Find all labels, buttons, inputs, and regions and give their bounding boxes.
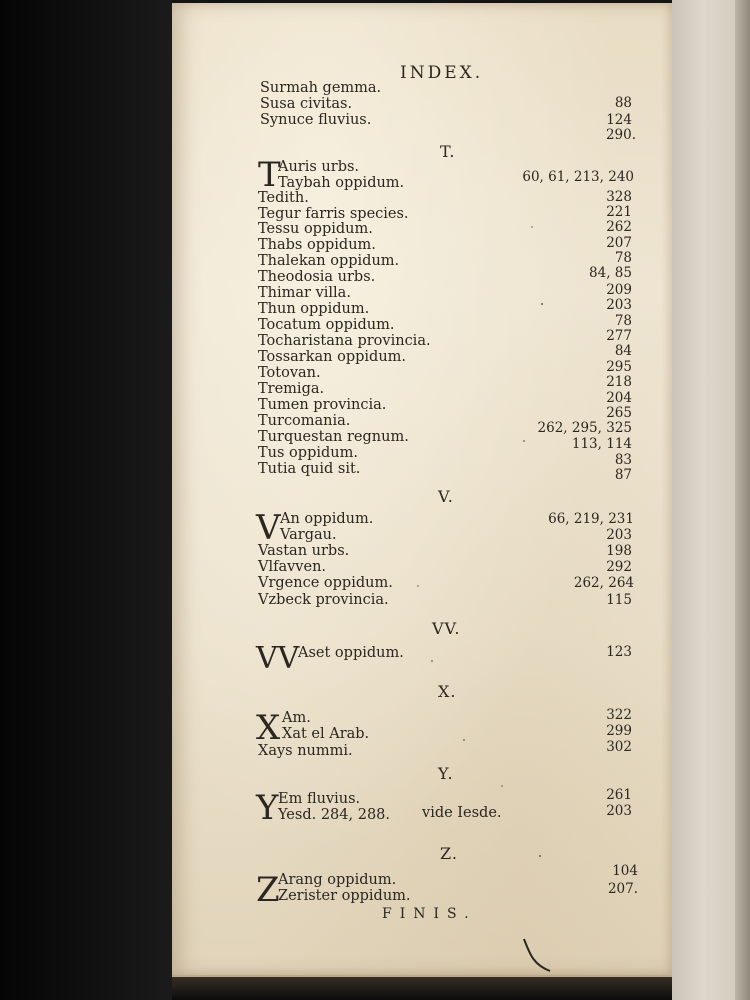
index-entry-pages: 295	[606, 359, 632, 375]
index-entry-pages: 84	[614, 343, 632, 359]
index-entry-pages: 218	[606, 374, 632, 390]
index-entry-term: Xays nummi.	[258, 743, 353, 759]
book-page	[172, 3, 672, 977]
index-entry-pages: 115	[606, 592, 632, 608]
drop-cap-t: T	[258, 155, 281, 195]
index-entry-term: Thimar villa.	[258, 285, 351, 301]
index-entry-term: Vargau.	[280, 527, 337, 543]
index-entry-pages: 203	[606, 803, 632, 819]
index-entry-pages: 302	[606, 739, 632, 755]
section-letter-t: T.	[440, 142, 456, 161]
paper-specks	[172, 3, 672, 973]
drop-cap-y: Y	[256, 788, 279, 828]
index-entry-pages: 207	[606, 235, 632, 251]
index-entry-term: Vzbeck provincia.	[258, 592, 389, 608]
index-entry-term: Taybah oppidum.	[278, 175, 405, 191]
index-entry-term: Zerister oppidum.	[278, 888, 411, 904]
index-entry-pages: 87	[614, 467, 632, 483]
index-entry-term: Theodosia urbs.	[258, 269, 376, 285]
index-entry-pages: 299	[606, 723, 632, 739]
index-entry-term: Thabs oppidum.	[258, 237, 376, 253]
index-entry-term: Tutia quid sit.	[258, 461, 361, 477]
index-entry-pages: 88	[614, 95, 632, 111]
index-entry-pages: 292	[606, 559, 632, 575]
drop-cap-x: X	[256, 708, 281, 748]
index-entry-term: Tremiga.	[258, 381, 325, 397]
index-entry-term: Aset oppidum.	[298, 645, 404, 661]
index-entry-term: Susa civitas.	[260, 96, 353, 112]
background-dark-left	[0, 0, 172, 1000]
section-letter-y: Y.	[438, 764, 454, 783]
index-entry-pages: 78	[614, 313, 632, 329]
index-entry-pages: 84, 85	[589, 265, 632, 281]
index-entry-term: Vrgence oppidum.	[258, 575, 393, 591]
index-entry-term: Totovan.	[258, 365, 321, 381]
index-entry-pages: 198	[606, 543, 632, 559]
page-header: INDEX.	[400, 63, 484, 83]
index-entry-pages: 78	[614, 250, 632, 266]
index-entry-term: Vastan urbs.	[258, 543, 350, 559]
index-entry-pages: 123	[606, 644, 632, 660]
index-entry-pages: 60, 61, 213, 240	[522, 169, 634, 185]
section-letter-vv: VV.	[432, 619, 461, 638]
index-entry-term: An oppidum.	[280, 511, 374, 527]
index-entry-pages: 104	[612, 863, 638, 879]
index-entry-term: Arang oppidum.	[278, 872, 397, 888]
index-entry-pages: 124	[606, 112, 632, 128]
index-entry-pages: 207.	[607, 881, 638, 897]
index-entry-term: Auris urbs.	[278, 159, 360, 175]
index-entry-term: Yesd. 284, 288.	[278, 807, 391, 823]
index-entry-pages: 209	[606, 282, 632, 298]
index-entry-term: Tocharistana provincia.	[258, 333, 431, 349]
index-entry-term: Synuce fluvius.	[260, 112, 372, 128]
index-entry-pages: 262	[606, 219, 632, 235]
index-entry-pages: 328	[606, 189, 632, 205]
drop-cap-z: Z	[256, 870, 280, 910]
index-entry-pages: 83	[614, 452, 632, 468]
index-entry-pages: 66, 219, 231	[548, 511, 634, 527]
index-entry-term: Xat el Arab.	[282, 726, 370, 742]
index-entry-pages: 290.	[605, 127, 636, 143]
cross-reference: vide Iesde.	[422, 805, 502, 821]
index-entry-term: Surmah gemma.	[260, 80, 382, 96]
page-footer: FINIS.	[382, 906, 477, 922]
index-entry-term: Turcomania.	[258, 413, 351, 429]
index-entry-term: Thalekan oppidum.	[258, 253, 400, 269]
drop-cap-v: V	[256, 508, 281, 548]
page-bottom-shadow	[172, 975, 672, 1000]
index-entry-pages: 221	[606, 204, 632, 220]
section-letter-z: Z.	[440, 844, 458, 863]
index-entry-term: Vlfavven.	[258, 559, 327, 575]
section-letter-x: X.	[438, 682, 457, 701]
index-entry-term: Tedith.	[258, 190, 309, 206]
index-entry-pages: 261	[606, 787, 632, 803]
index-entry-pages: 204	[606, 390, 632, 406]
index-entry-term: Tegur farris species.	[258, 206, 409, 222]
index-entry-term: Tumen provincia.	[258, 397, 387, 413]
drop-cap-vv: VV	[256, 641, 300, 676]
index-entry-term: Am.	[282, 710, 311, 726]
index-entry-pages: 262, 295, 325	[537, 420, 632, 436]
index-entry-term: Tus oppidum.	[258, 445, 358, 461]
index-entry-term: Tessu oppidum.	[258, 221, 373, 237]
index-entry-pages: 277	[606, 328, 632, 344]
index-entry-pages: 322	[606, 707, 632, 723]
index-entry-pages: 203	[606, 297, 632, 313]
index-entry-term: Turquestan regnum.	[258, 429, 409, 445]
index-entry-term: Thun oppidum.	[258, 301, 370, 317]
index-entry-pages: 265	[606, 405, 632, 421]
index-entry-pages: 113, 114	[571, 436, 632, 452]
index-entry-term: Tossarkan oppidum.	[258, 349, 407, 365]
index-entry-term: Em fluvius.	[278, 791, 361, 807]
index-entry-pages: 262, 264	[573, 575, 634, 591]
index-entry-pages: 203	[606, 527, 632, 543]
section-letter-v: V.	[438, 487, 454, 506]
index-entry-term: Tocatum oppidum.	[258, 317, 395, 333]
adjacent-page-shadow	[735, 0, 750, 1000]
